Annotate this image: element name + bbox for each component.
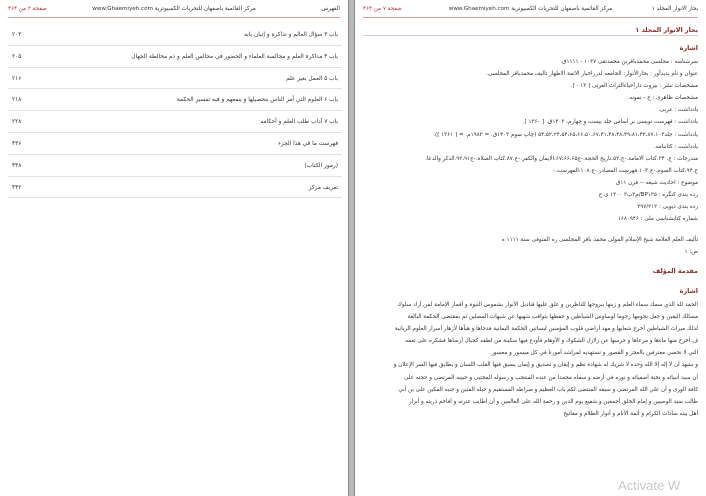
page-content — [363, 24, 698, 420]
table-of-contents — [8, 24, 342, 198]
biblio-line: موضوع : احادیث شیعه -- قرن ۱۱ق — [615, 179, 698, 186]
intro-line: و نشهد أن لا إله إلا الله وحده لا شريك له شهادة نظم و إيقان و تصديق و إيمان يسبق فيها القلب اللسان و يطابق فيها السر الإعلان و — [393, 362, 698, 369]
right-page — [354, 0, 706, 496]
toc-row[interactable] — [8, 68, 342, 90]
intro-line: لذلك ميراث الشياطين أخرج شعابها و مهد أراضي قلوب المؤمنين لبساتين الحكمة اليمانية فدحاها و هيأها لأزهار أسرار العلوم الربانية — [394, 325, 698, 332]
toc-page: ۲۱۶ — [12, 75, 22, 82]
biblio-line: رده بندی کنگره : BP۱۳۵/م۳ب۳ ۱۳۰۰ ی ح — [598, 192, 698, 199]
biblio-line: سرشناسه : مجلسی محمدباقربن محمدتقی ۱۰۳۷ - ۱۱۱۱ق. — [560, 59, 698, 65]
biblio-line: یادداشت : کتابنامه. — [653, 143, 698, 150]
biblio-line: شماره کتابشناسی ملی : ۱۶۸۰۹۴۶ — [617, 216, 698, 223]
page-title: بحار الانوار المجلد ۱ — [363, 24, 698, 36]
intro-line: أهل بيته سادات الكرام و أئمة الأنام و أنوار الظلام و مفاتيح — [563, 411, 698, 418]
header-site-title: مركز القائمية باصفهان للتحريات الكمبيوترية www.Ghaemiyeh.com — [92, 6, 256, 12]
intro-line: طالب سيد الوصيين و إمام الخلق أجمعين و شفيع يوم الدين و رحمة الله على العالمين و أن أطايب عترته و أفاخم ذريته و أبرار — [408, 399, 698, 405]
toc-row[interactable] — [8, 155, 342, 177]
toc-row[interactable] — [8, 133, 342, 155]
biblio-line: عنوان و نام پدیدآور : بحارالأنوار: الجامعه لدرراخبار الائمة الاطهار تالیف محمدباقر المجلسی. — [486, 71, 698, 78]
section-heading-author-intro: مقدمة المؤلف — [652, 266, 698, 275]
header-page-number: صفحة ۷ من ۴۶۴ — [363, 6, 402, 12]
toc-row[interactable] — [8, 24, 342, 46]
biblio-line: یادداشت : جلد۵۴،۵۲،۲۴،۵۴،۶۵،۶۶،۵۰،۶۷،۴۱،۴۸،۴۸،۴۹،۸۱،۴۲،۸۷،۱۰۳ (چاپ سوم ۱۴۰۳ق. = ۱۹۸۳م. = [ ۱۳۶۱ ]). — [433, 131, 698, 138]
section-heading-isharah-2: اشارة — [679, 286, 698, 295]
intro-line: الحمد لله الذي سمك سماء العلم و زينها ببروجها للناظرين و علق عليها قناديل الأنوار بشموس النبوة و أقمار الإمامة لمن أراد سلوك — [397, 301, 698, 308]
toc-title: (رموز الكتاب) — [304, 162, 338, 169]
toc-title: باب ۳ سؤال العالم و تذاكره و إتيان بابه — [244, 32, 338, 38]
header-section-title: بحار الانوار المجلد ۱ — [651, 6, 698, 12]
right-page-header — [363, 4, 698, 18]
volume-line: ص: ۱ — [684, 249, 698, 256]
toc-title: تعريف مركز — [308, 184, 338, 191]
toc-title: باب ۶ العلوم التي أمر الناس بتحصيلها و ينفعهم و فيه تفسير الحكمة — [176, 97, 338, 104]
biblio-line: یادداشت : فهرست نویسی بر اساس جلد بیست و چهارم، ۱۴۰۳ق. [ ۱۳۶۰ ]. — [522, 119, 698, 126]
toc-title: فهرست ما في هذا الجزء — [278, 140, 338, 147]
biblio-line: مشخصات ظاهری : ج - نمونه. — [627, 95, 698, 102]
biblio-line: مشخصات نشر : بیروت داراحیاءالتراث العربی [ ۱۳ - ]. — [570, 83, 698, 90]
biblio-line: رده بندی دیویی : ۲۹۷/۲۱۲ — [637, 204, 698, 211]
intro-line: ف أخرج منها ماءها و مرعاها و حرسها عن زلازل الشكوك و الأوهام فأودع فيها سكينة من لطفه كجبال أرساها فشكره على نعمه — [405, 338, 698, 345]
toc-row[interactable] — [8, 111, 342, 133]
toc-row[interactable] — [8, 177, 342, 199]
toc-page: ۲۰۳ — [12, 32, 22, 38]
toc-page: ۲۱۸ — [12, 97, 22, 104]
intro-line: مسالك اليقين و جعل نجومها رجوما لوساوس الشياطين و حفظها بثواقب شهبها عن شبهات المضلين ثم بمقتضى الحكمة البالغة — [407, 313, 698, 320]
toc-page: ۴۳۶ — [12, 140, 22, 147]
toc-page: ۴۴۲ — [12, 184, 22, 191]
intro-line: كافة الورى و أن علي الله المرتضى و سيفه المنتضى لكم باب العظيم و صراطه المستقيم و حبله المتين و جنبه المكين على بن أبي — [398, 386, 698, 393]
biblio-line: ج.۹۴.کتاب الصوم.-ج.۱۰۳.فهرست المصادر.-ج.۱۰۸.الفهرست.- — [553, 167, 698, 174]
toc-row[interactable] — [8, 46, 342, 68]
header-site-title: مركز القائمية باصفهان للتحريات الكمبيوترية www.Ghaemiyeh.com — [448, 6, 613, 12]
left-page — [0, 0, 349, 496]
section-heading-isharah: اشارة — [679, 44, 698, 52]
biblio-line: یادداشت : عربی. — [658, 107, 698, 114]
toc-row[interactable] — [8, 89, 342, 111]
activation-watermark: Activate W — [618, 478, 681, 493]
toc-title: باب ۷ آداب طلب العلم و أحكامه — [260, 119, 338, 126]
header-page-number: صفحة ۲ من ۴۶۴ — [8, 6, 47, 12]
biblio-line: مندرجات : ج. ۲۴.کتاب الامامة.-ج.۵۲.تاریخ الحجة.-ج۶۷،۶۶،۶۵.الایمان والکفر.-ج.۸۷.کتاب الصلاة.-ج۹۲،۹۱.الذکر والدعا. — [425, 155, 698, 162]
toc-page: ۲۲۸ — [12, 119, 22, 126]
toc-page: ۴۳۸ — [12, 162, 22, 169]
toc-page: ۲۰۵ — [12, 53, 22, 60]
toc-title: باب ۴ مذاكرة العلم و مجالسة العلماء و الحضور في مجالس العلم و ذم مخالطة الجهال — [131, 53, 338, 60]
left-page-header — [8, 4, 340, 18]
intro-line: أن سيد أنبيائه و نخبة أصفيائه و نوره في أرضه و سماه محمدا من عنده المنتجب و رسوله المجتبى و حبيبه المرتضى و حجته على — [404, 374, 698, 381]
header-section-title: الفهرس — [321, 6, 340, 12]
toc-title: باب ۵ العمل بغير علم — [286, 75, 338, 82]
intro-line: التي لا نحصي معترفين بالعجز و القصور و نستهديه لمراشد أمورنا في كل ميسور و معسور. — [489, 350, 698, 357]
author-line: تألیف العلم العلامة شیخ الإسلام المولی محمد باقر المجلسی ره المتوفی سنة ۱۱۱۱ ه — [501, 237, 698, 244]
